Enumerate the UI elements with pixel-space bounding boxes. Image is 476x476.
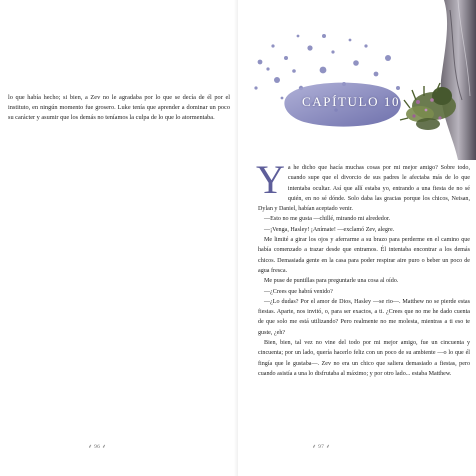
first-paragraph-text: a he dicho que hacía muchas cosas por mi mejor amigo? Sobre todo, cuando supe que el divorcio de sus padres le afectaba más de lo que intentaba ocultar. Así que allí estaba yo, entrando a una fiesta de no sé quién, en no sé dónde. Solo daba las gracias porque los chicos, Neisan, Dylan y Daniel, habían aceptado venir. (258, 165, 470, 213)
right-page-number: ⸙ 97 ⸙ (312, 444, 331, 450)
body-paragraph: Bien, bien, tal vez no vine del todo por mi mejor amigo, fue un cincuenta y cincuenta; por un lado, quería hacerlo feliz con un poco de su ambiente —o lo que él fingía que le gustaba—. Zev no era un chico que saliera demasiado a fiestas, pero cuando asistía a una lo disfrutaba al máximo; y por otro lado... estaba Matthew. (258, 340, 470, 377)
chapter-title: CAPÍTULO 10 (302, 94, 401, 109)
first-paragraph (256, 157, 470, 214)
body-paragraph: Me puse de puntillas para preguntarle una cosa al oído. (264, 278, 399, 285)
folio-ornament-icon: ⸙ (88, 444, 93, 450)
body-paragraph: —¿Lo dudas? Por el amor de Dios, Hasley —se rio—. Matthew no se pierde estas fiestas. Aparte, nos invitó, o, para ser exactos, a ti. ¿Crees que no me he dado cuenta de que solo me está utilizando? Pero realmente no me molesta, mientras a ti eso te guste, ¿eh? (258, 298, 470, 336)
folio-ornament-icon: ⸙ (312, 444, 317, 450)
right-page (238, 0, 476, 476)
folio-ornament-icon: ⸙ (325, 444, 331, 450)
drop-cap: Y (256, 157, 285, 202)
chapter-body (256, 157, 470, 379)
left-page-number: ⸙ 96 ⸙ (88, 444, 107, 450)
body-paragraph: —¿Crees que habrá venido? (264, 288, 333, 295)
body-paragraph: —Esto no me gusta —chillé, mirando mi alrededor. (264, 216, 391, 223)
tree-trunk (441, 0, 476, 160)
chapter-illustration (238, 0, 476, 160)
body-paragraph: —¡Venga, Hasley! ¡Anímate! —exclamó Zev, alegre. (264, 226, 395, 233)
body-paragraph: Me limité a girar los ojos y aferrarme a su brazo para perderme en el camino que había comenzado a trazar desde que entramos. Él intentaba encontrar a los demás chicos. Demasiada gente en la casa para poder respirar aire puro o beber un poco de agua fresca. (258, 237, 470, 274)
left-page-paragraph: lo que había hecho; si bien, a Zev no le agradaba por lo que se decía de él por el instituto, en ningún momento fue grosero. Luke tenía que aprender a dominar un poco su carácter y asumir que los demás no teníamos la culpa de lo que lo atormentaba. (8, 94, 230, 121)
folio-ornament-icon: ⸙ (101, 444, 107, 450)
